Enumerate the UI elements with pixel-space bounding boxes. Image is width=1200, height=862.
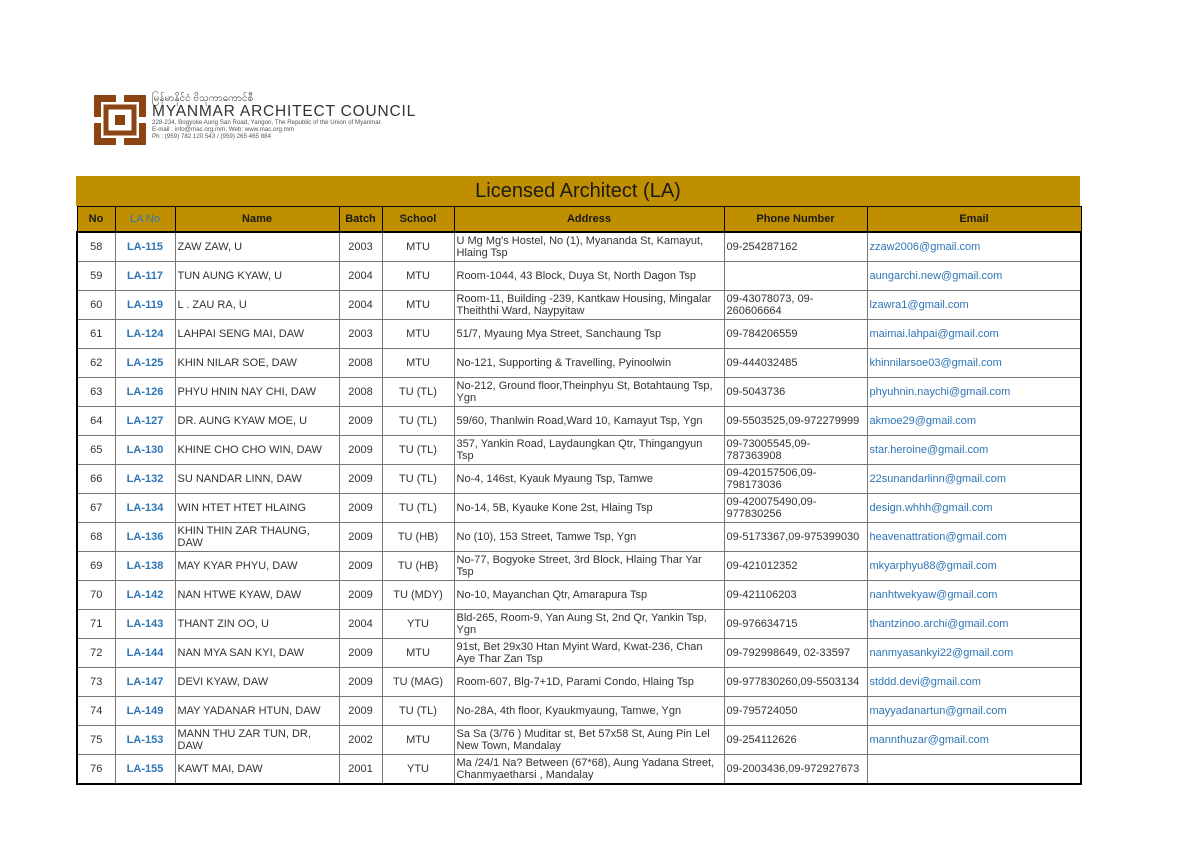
table-row — [77, 697, 1081, 726]
cell-address: No-14, 5B, Kyauke Kone 2st, Hlaing Tsp — [454, 494, 724, 523]
cell-school: MTU — [382, 232, 454, 262]
cell-school: TU (MAG) — [382, 668, 454, 697]
cell-address: Ma /24/1 Na? Between (67*68), Aung Yadana Street, Chanmyaetharsi , Mandalay — [454, 755, 724, 785]
cell-la-no: LA-125 — [115, 349, 175, 378]
cell-school: TU (TL) — [382, 494, 454, 523]
cell-address: No (10), 153 Street, Tamwe Tsp, Ygn — [454, 523, 724, 552]
cell-phone: 09-43078073, 09-260606664 — [724, 291, 867, 320]
table-body — [77, 232, 1081, 784]
sheet-title: Licensed Architect (LA) — [76, 176, 1080, 206]
cell-phone: 09-2003436,09-972927673 — [724, 755, 867, 785]
cell-school: YTU — [382, 610, 454, 639]
cell-la-no: LA-155 — [115, 755, 175, 785]
cell-no: 58 — [77, 232, 115, 262]
cell-batch: 2008 — [339, 349, 382, 378]
table-row — [77, 610, 1081, 639]
cell-name: WIN HTET HTET HLAING — [175, 494, 339, 523]
cell-school: TU (HB) — [382, 552, 454, 581]
cell-address: 51/7, Myaung Mya Street, Sanchaung Tsp — [454, 320, 724, 349]
cell-address: No-121, Supporting & Travelling, Pyinoolwin — [454, 349, 724, 378]
cell-name: MAY KYAR PHYU, DAW — [175, 552, 339, 581]
cell-phone: 09-795724050 — [724, 697, 867, 726]
cell-no: 60 — [77, 291, 115, 320]
col-header-no: No — [77, 207, 115, 233]
cell-name: TUN AUNG KYAW, U — [175, 262, 339, 291]
la-sheet — [76, 176, 1080, 785]
cell-name: KAWT MAI, DAW — [175, 755, 339, 785]
cell-name: THANT ZIN OO, U — [175, 610, 339, 639]
cell-email[interactable]: akmoe29@gmail.com — [867, 407, 1081, 436]
cell-batch: 2004 — [339, 610, 382, 639]
cell-address: Room-11, Building -239, Kantkaw Housing, Mingalar Theiththi Ward, Naypyitaw — [454, 291, 724, 320]
cell-batch: 2004 — [339, 291, 382, 320]
cell-address: No-77, Bogyoke Street, 3rd Block, Hlaing Thar Yar Tsp — [454, 552, 724, 581]
cell-email[interactable]: mkyarphyu88@gmail.com — [867, 552, 1081, 581]
cell-batch: 2009 — [339, 436, 382, 465]
cell-school: TU (MDY) — [382, 581, 454, 610]
cell-name: NAN MYA SAN KYI, DAW — [175, 639, 339, 668]
table-row — [77, 523, 1081, 552]
table-row — [77, 465, 1081, 494]
cell-school: MTU — [382, 291, 454, 320]
cell-batch: 2004 — [339, 262, 382, 291]
cell-email[interactable]: stddd.devi@gmail.com — [867, 668, 1081, 697]
cell-phone: 09-421012352 — [724, 552, 867, 581]
cell-phone: 09-5173367,09-975399030 — [724, 523, 867, 552]
cell-no: 61 — [77, 320, 115, 349]
col-header-address: Address — [454, 207, 724, 233]
org-phone: Ph : (959) 782 120 543 / (959) 265 465 884 — [152, 133, 272, 140]
cell-name: NAN HTWE KYAW, DAW — [175, 581, 339, 610]
cell-la-no: LA-124 — [115, 320, 175, 349]
cell-phone — [724, 262, 867, 291]
cell-no: 66 — [77, 465, 115, 494]
cell-address: No-212, Ground floor,Theinphyu St, Botahtaung Tsp, Ygn — [454, 378, 724, 407]
col-header-phone: Phone Number — [724, 207, 867, 233]
cell-phone: 09-976634715 — [724, 610, 867, 639]
cell-school: TU (TL) — [382, 465, 454, 494]
cell-name: LAHPAI SENG MAI, DAW — [175, 320, 339, 349]
cell-phone: 09-977830260,09-5503134 — [724, 668, 867, 697]
cell-la-no: LA-115 — [115, 232, 175, 262]
cell-phone: 09-420075490,09-977830256 — [724, 494, 867, 523]
cell-school: TU (HB) — [382, 523, 454, 552]
cell-school: MTU — [382, 262, 454, 291]
org-name: MYANMAR ARCHITECT COUNCIL — [152, 103, 417, 120]
cell-la-no: LA-147 — [115, 668, 175, 697]
cell-no: 69 — [77, 552, 115, 581]
cell-school: MTU — [382, 320, 454, 349]
table-row — [77, 407, 1081, 436]
col-header-school: School — [382, 207, 454, 233]
cell-school: TU (TL) — [382, 378, 454, 407]
table-row — [77, 639, 1081, 668]
cell-name: KHIN THIN ZAR THAUNG, DAW — [175, 523, 339, 552]
cell-email[interactable]: phyuhnin.naychi@gmail.com — [867, 378, 1081, 407]
table-row — [77, 262, 1081, 291]
cell-phone: 09-784206559 — [724, 320, 867, 349]
cell-address: 91st, Bet 29x30 Htan Myint Ward, Kwat-236, Chan Aye Thar Zan Tsp — [454, 639, 724, 668]
cell-email[interactable]: 22sunandarlinn@gmail.com — [867, 465, 1081, 494]
cell-name: PHYU HNIN NAY CHI, DAW — [175, 378, 339, 407]
table-row — [77, 494, 1081, 523]
cell-no: 74 — [77, 697, 115, 726]
cell-batch: 2003 — [339, 320, 382, 349]
cell-batch: 2002 — [339, 726, 382, 755]
cell-email[interactable]: nanhtwekyaw@gmail.com — [867, 581, 1081, 610]
cell-la-no: LA-143 — [115, 610, 175, 639]
cell-name: MANN THU ZAR TUN, DR, DAW — [175, 726, 339, 755]
cell-name: KHIN NILAR SOE, DAW — [175, 349, 339, 378]
cell-address: Room-1044, 43 Block, Duya St, North Dagon Tsp — [454, 262, 724, 291]
table-row — [77, 349, 1081, 378]
cell-school: TU (TL) — [382, 436, 454, 465]
cell-no: 59 — [77, 262, 115, 291]
org-contact: E-mail : info@mac.org.mm, Web: www.mac.org.mm — [152, 126, 294, 133]
cell-email[interactable]: mannthuzar@gmail.com — [867, 726, 1081, 755]
cell-la-no: LA-134 — [115, 494, 175, 523]
cell-school: MTU — [382, 639, 454, 668]
cell-la-no: LA-117 — [115, 262, 175, 291]
cell-no: 73 — [77, 668, 115, 697]
cell-name: DR. AUNG KYAW MOE, U — [175, 407, 339, 436]
table-row — [77, 668, 1081, 697]
cell-batch: 2009 — [339, 697, 382, 726]
table-row — [77, 320, 1081, 349]
cell-address: 59/60, Thanlwin Road,Ward 10, Kamayut Tsp, Ygn — [454, 407, 724, 436]
cell-batch: 2009 — [339, 552, 382, 581]
cell-email[interactable]: lzawra1@gmail.com — [867, 291, 1081, 320]
cell-school: YTU — [382, 755, 454, 785]
table-row — [77, 726, 1081, 755]
cell-address: U Mg Mg's Hostel, No (1), Myananda St, Kamayut, Hlaing Tsp — [454, 232, 724, 262]
cell-batch: 2009 — [339, 668, 382, 697]
cell-email[interactable]: khinnilarsoe03@gmail.com — [867, 349, 1081, 378]
cell-school: TU (TL) — [382, 407, 454, 436]
cell-no: 62 — [77, 349, 115, 378]
cell-la-no: LA-153 — [115, 726, 175, 755]
table-row — [77, 581, 1081, 610]
cell-la-no: LA-132 — [115, 465, 175, 494]
cell-name: SU NANDAR LINN, DAW — [175, 465, 339, 494]
cell-phone: 09-5503525,09-972279999 — [724, 407, 867, 436]
cell-address: Room-607, Blg-7+1D, Parami Condo, Hlaing Tsp — [454, 668, 724, 697]
table-row — [77, 436, 1081, 465]
cell-name: ZAW ZAW, U — [175, 232, 339, 262]
cell-no: 71 — [77, 610, 115, 639]
cell-phone: 09-420157506,09-798173036 — [724, 465, 867, 494]
cell-la-no: LA-149 — [115, 697, 175, 726]
cell-la-no: LA-119 — [115, 291, 175, 320]
cell-email — [867, 755, 1081, 785]
cell-batch: 2008 — [339, 378, 382, 407]
org-text-block — [152, 93, 572, 140]
cell-address: No-10, Mayanchan Qtr, Amarapura Tsp — [454, 581, 724, 610]
cell-la-no: LA-142 — [115, 581, 175, 610]
cell-email[interactable]: star.heroine@gmail.com — [867, 436, 1081, 465]
cell-name: L . ZAU RA, U — [175, 291, 339, 320]
cell-address: No-4, 146st, Kyauk Myaung Tsp, Tamwe — [454, 465, 724, 494]
cell-email[interactable]: zzaw2006@gmail.com — [867, 232, 1081, 262]
table-row — [77, 291, 1081, 320]
cell-la-no: LA-130 — [115, 436, 175, 465]
la-table — [76, 206, 1082, 785]
cell-phone: 09-792998649, 02-33597 — [724, 639, 867, 668]
cell-no: 64 — [77, 407, 115, 436]
cell-la-no: LA-136 — [115, 523, 175, 552]
table-row — [77, 378, 1081, 407]
col-header-name: Name — [175, 207, 339, 233]
table-row — [77, 552, 1081, 581]
cell-phone: 09-254112626 — [724, 726, 867, 755]
cell-no: 75 — [77, 726, 115, 755]
cell-la-no: LA-127 — [115, 407, 175, 436]
cell-school: MTU — [382, 349, 454, 378]
org-address: 228-234, Bogyoke Aung San Road, Yangon, The Republic of the Union of Myanmar. — [152, 119, 383, 126]
mac-logo-icon — [92, 93, 148, 147]
cell-batch: 2009 — [339, 407, 382, 436]
cell-phone: 09-444032485 — [724, 349, 867, 378]
cell-name: KHINE CHO CHO WIN, DAW — [175, 436, 339, 465]
cell-email[interactable]: thantzinoo.archi@gmail.com — [867, 610, 1081, 639]
cell-batch: 2003 — [339, 232, 382, 262]
cell-batch: 2009 — [339, 465, 382, 494]
cell-school: TU (TL) — [382, 697, 454, 726]
cell-batch: 2009 — [339, 494, 382, 523]
cell-no: 76 — [77, 755, 115, 785]
table-header-row — [77, 207, 1081, 233]
cell-address: Bld-265, Room-9, Yan Aung St, 2nd Qr, Yankin Tsp, Ygn — [454, 610, 724, 639]
cell-address: 357, Yankin Road, Laydaungkan Qtr, Thingangyun Tsp — [454, 436, 724, 465]
cell-no: 72 — [77, 639, 115, 668]
cell-email[interactable]: maimai.lahpai@gmail.com — [867, 320, 1081, 349]
cell-phone: 09-421106203 — [724, 581, 867, 610]
cell-no: 63 — [77, 378, 115, 407]
cell-email[interactable]: design.whhh@gmail.com — [867, 494, 1081, 523]
cell-address: Sa Sa (3/76 ) Muditar st, Bet 57x58 St, Aung Pin Lel New Town, Mandalay — [454, 726, 724, 755]
cell-phone: 09-73005545,09-787363908 — [724, 436, 867, 465]
col-header-email: Email — [867, 207, 1081, 233]
org-myanmar-name: မြန်မာနိုင်ငံ ဗိသုကာကောင်စီ — [152, 93, 254, 104]
cell-batch: 2009 — [339, 581, 382, 610]
cell-name: DEVI KYAW, DAW — [175, 668, 339, 697]
cell-school: MTU — [382, 726, 454, 755]
cell-email[interactable]: nanmyasankyi22@gmail.com — [867, 639, 1081, 668]
col-header-la-no: LA No — [115, 207, 175, 233]
table-row — [77, 232, 1081, 262]
cell-phone: 09-254287162 — [724, 232, 867, 262]
cell-phone: 09-5043736 — [724, 378, 867, 407]
cell-batch: 2001 — [339, 755, 382, 785]
table-row — [77, 755, 1081, 785]
cell-la-no: LA-144 — [115, 639, 175, 668]
cell-la-no: LA-138 — [115, 552, 175, 581]
cell-no: 70 — [77, 581, 115, 610]
cell-no: 67 — [77, 494, 115, 523]
cell-email[interactable]: heavenattration@gmail.com — [867, 523, 1081, 552]
cell-no: 65 — [77, 436, 115, 465]
cell-batch: 2009 — [339, 639, 382, 668]
col-header-batch: Batch — [339, 207, 382, 233]
cell-email[interactable]: mayyadanartun@gmail.com — [867, 697, 1081, 726]
cell-batch: 2009 — [339, 523, 382, 552]
cell-la-no: LA-126 — [115, 378, 175, 407]
cell-name: MAY YADANAR HTUN, DAW — [175, 697, 339, 726]
cell-email[interactable]: aungarchi.new@gmail.com — [867, 262, 1081, 291]
cell-address: No-28A, 4th floor, Kyaukmyaung, Tamwe, Ygn — [454, 697, 724, 726]
cell-no: 68 — [77, 523, 115, 552]
